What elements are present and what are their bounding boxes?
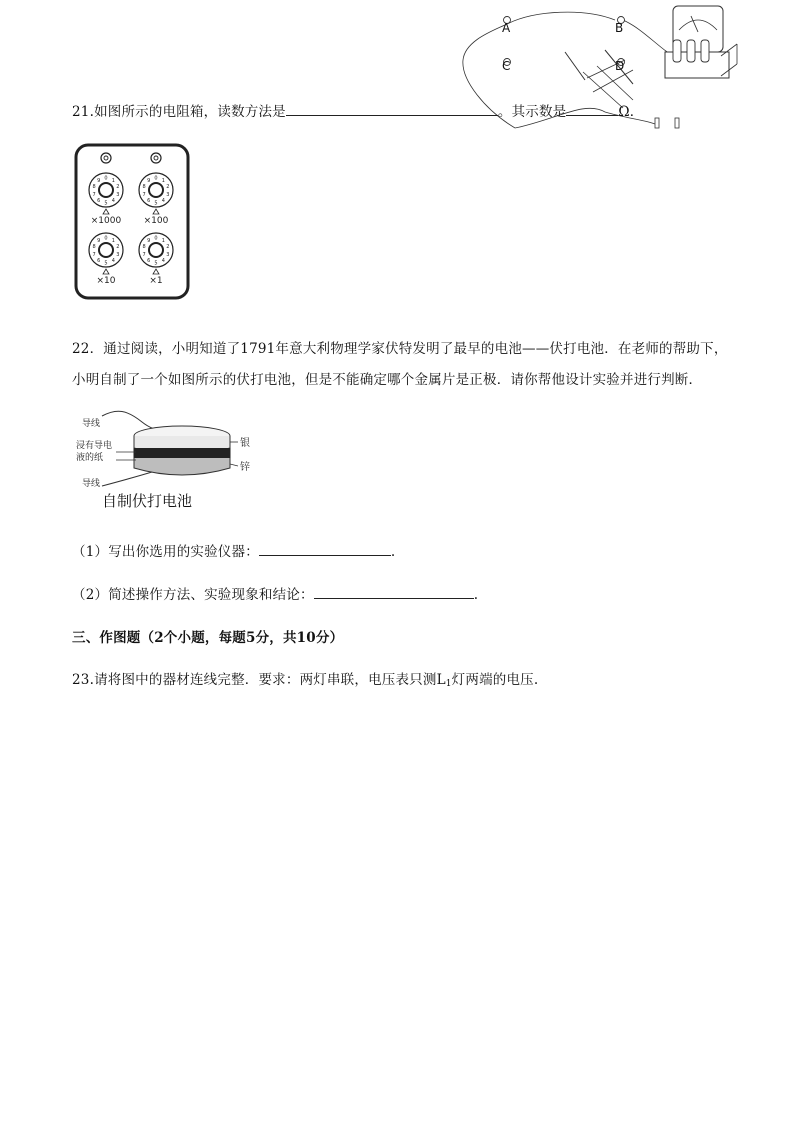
svg-text:7: 7 [142, 191, 146, 198]
svg-text:8: 8 [92, 244, 96, 251]
svg-text:1: 1 [111, 177, 115, 184]
label-silver: 银 [240, 438, 250, 449]
svg-text:1: 1 [161, 177, 165, 184]
q23-text-after: 灯两端的电压. [451, 672, 539, 688]
dial-multiplier-label: ×1 [149, 276, 163, 286]
svg-text:0: 0 [104, 235, 108, 242]
svg-text:9: 9 [97, 177, 101, 184]
section3-heading: 三、作图题（2个小题，每题5分，共10分） [72, 630, 344, 646]
label-zinc: 锌 [240, 462, 250, 473]
circuit-label-a: A [502, 21, 511, 35]
label-wire-top: 导线 [82, 419, 101, 429]
voltaic-cell-figure [72, 402, 262, 512]
dial-multiplier-label: ×10 [96, 276, 116, 286]
terminal-left-icon [101, 153, 111, 163]
circuit-label-b: B [615, 21, 624, 35]
svg-text:6: 6 [147, 198, 151, 205]
svg-text:4: 4 [111, 198, 115, 205]
q22-sub1-text: （1）写出你选用的实验仪器： [72, 544, 259, 560]
svg-text:1: 1 [111, 237, 115, 244]
q22-sub1 [72, 540, 395, 560]
svg-text:7: 7 [92, 251, 96, 258]
q22-instruments-blank[interactable] [259, 541, 391, 556]
svg-text:2: 2 [116, 244, 120, 251]
q22-procedure-blank[interactable] [314, 584, 474, 599]
q22-sub2-end: . [473, 587, 479, 603]
svg-text:9: 9 [147, 177, 151, 184]
svg-text:5: 5 [104, 200, 108, 207]
label-paper-2: 液的纸 [76, 453, 104, 463]
svg-text:9: 9 [147, 237, 151, 244]
terminal-right-icon [151, 153, 161, 163]
svg-text:6: 6 [97, 198, 101, 205]
svg-text:8: 8 [142, 184, 146, 191]
dial-2[interactable] [139, 173, 173, 226]
dial-multiplier-label: ×1000 [90, 216, 122, 226]
svg-text:2: 2 [166, 244, 170, 251]
svg-text:5: 5 [154, 260, 158, 267]
svg-text:6: 6 [97, 258, 101, 265]
svg-text:0: 0 [154, 235, 158, 242]
q21-suffix: Ω． [618, 104, 644, 120]
svg-text:8: 8 [142, 244, 146, 251]
svg-text:3: 3 [116, 191, 120, 198]
circuit-label-c: C [502, 59, 511, 73]
svg-text:2: 2 [116, 184, 120, 191]
svg-text:5: 5 [154, 200, 158, 207]
circuit-label-d: D [615, 59, 625, 73]
q22-line2: 小明自制了一个如图所示的伏打电池，但是不能确定哪个金属片是正极．请你帮他设计实验并进行判断． [72, 372, 703, 388]
svg-text:0: 0 [104, 175, 108, 182]
svg-text:9: 9 [97, 237, 101, 244]
dial-multiplier-label: ×100 [143, 216, 169, 226]
svg-text:8: 8 [92, 184, 96, 191]
label-paper-1: 浸有导电 [76, 441, 113, 451]
svg-text:0: 0 [154, 175, 158, 182]
q22-sub2 [72, 583, 478, 603]
q23-text-before: 23.请将图中的器材连线完整．要求：两灯串联，电压表只测L [72, 672, 446, 688]
svg-text:3: 3 [166, 251, 170, 258]
svg-text:7: 7 [142, 251, 146, 258]
svg-text:4: 4 [161, 198, 165, 205]
q21-text [72, 100, 643, 120]
svg-text:4: 4 [161, 258, 165, 265]
q21-prefix: 21.如图所示的电阻箱，读数方法是 [72, 104, 286, 120]
figure-caption: 自制伏打电池 [102, 492, 193, 510]
resistance-box-figure [72, 142, 192, 302]
svg-text:3: 3 [166, 191, 170, 198]
svg-text:5: 5 [104, 260, 108, 267]
label-wire-bottom: 导线 [82, 479, 101, 489]
q22-line1: 22．通过阅读，小明知道了1791年意大利物理学家伏特发明了最早的电池——伏打电池．在老师的帮助下， [72, 341, 728, 357]
q21-method-blank[interactable] [286, 101, 498, 116]
q22-sub1-end: . [390, 544, 396, 560]
svg-text:6: 6 [147, 258, 151, 265]
q21-mid: 。其示数是 [497, 104, 567, 120]
svg-text:2: 2 [166, 184, 170, 191]
q21-value-blank[interactable] [566, 101, 618, 116]
q22-sub2-text: （2）简述操作方法、实验现象和结论： [72, 587, 314, 603]
svg-text:1: 1 [161, 237, 165, 244]
svg-text:7: 7 [92, 191, 96, 198]
svg-text:3: 3 [116, 251, 120, 258]
q23-subscript: 1 [445, 679, 452, 689]
q23-text [72, 668, 538, 689]
dial-1[interactable] [89, 173, 123, 226]
svg-text:4: 4 [111, 258, 115, 265]
